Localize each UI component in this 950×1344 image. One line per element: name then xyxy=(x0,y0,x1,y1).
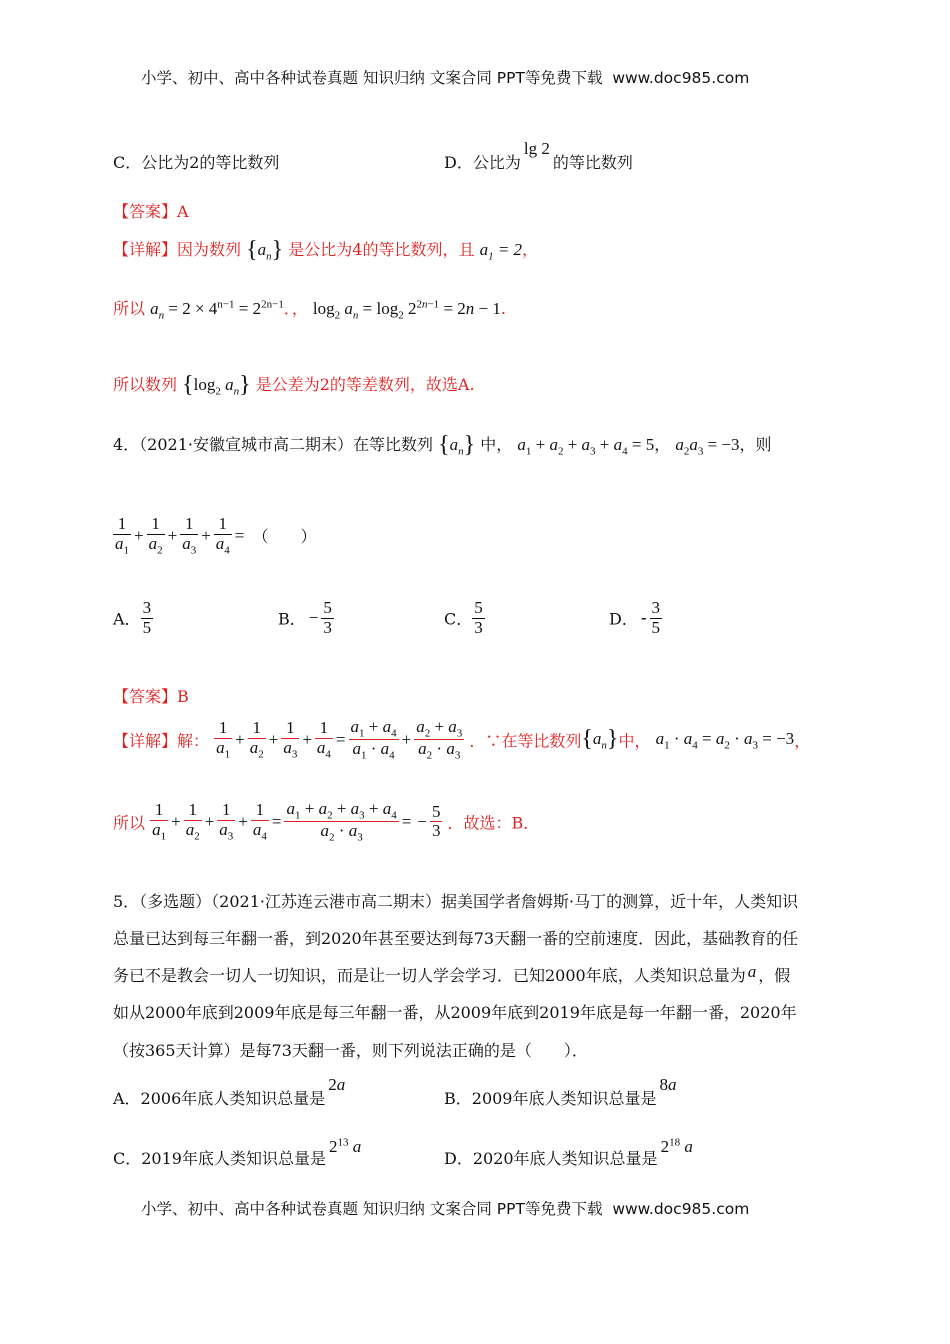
q3-detail-line1: 【详解】因为数列 $\{a_n\}$ 是公比为4的等比数列，且 $a_1 = 2$， xyxy=(113,237,539,263)
q4-sum-formula: $a_1 + a_2 + a_3 + a_4 = 5$ xyxy=(517,435,655,458)
q5-option-c-text: C．2019年底人类知识总量是 xyxy=(113,1149,326,1168)
q5-option-c-math: $2^{13}$ a xyxy=(328,1136,362,1156)
q4-stem-text3: 则 xyxy=(755,435,772,454)
q5-line1: 5．（多选题）（2021·江苏连云港市高二期末）据美国学者詹姆斯·马丁的测算，近十年，人类知识 xyxy=(113,892,799,911)
q4-detail-text4: 所以 xyxy=(113,813,146,833)
q3-detail-text1: 因为数列 xyxy=(177,240,242,259)
q5-var-a: a xyxy=(747,962,757,981)
q4-detail-label: 【详解】 xyxy=(113,731,178,751)
q5-option-b-math: 8a xyxy=(659,1075,677,1094)
q4-option-b: B． − $\frac{5}{3}$ xyxy=(278,598,332,637)
q4-detail-text3: 中， xyxy=(618,731,651,751)
q5-option-b xyxy=(444,1075,677,1109)
q5-option-a-text: A．2006年底人类知识总量是 xyxy=(113,1089,326,1108)
q5-option-d-text: D．2020年底人类知识总量是 xyxy=(444,1149,658,1168)
footer-url: www.doc985.com xyxy=(612,1200,750,1218)
q3-detail-line3 xyxy=(113,372,475,399)
q5-line4: 如从2000年底到2009年底是每三年翻一番，从2009年底到2019年底是每一年翻一番，2020年 xyxy=(113,1003,797,1022)
q4-stem-text1: 4．（2021·安徽宣城市高二期末）在等比数列 xyxy=(113,435,433,454)
q5-option-a xyxy=(113,1075,346,1109)
q3-option-d-prefix: D．公比为 xyxy=(444,153,521,172)
seq-an-formula: $\{a_n\}$ xyxy=(246,237,284,263)
an-formula: $a_n = 2 \times 4^{n-1} = 2^{2n-1}$ xyxy=(150,298,284,322)
q3-detail-text3: 所以 xyxy=(113,299,146,318)
a1-eq-2-formula: $a_1 = 2$ xyxy=(479,240,523,263)
q3-option-d xyxy=(444,139,633,173)
q4-option-d: D． - $\frac{3}{5}$ xyxy=(609,598,661,637)
q5-option-a-math: 2a xyxy=(328,1075,346,1094)
log-seq-formula: {$\log_2$ $a_n$} xyxy=(182,372,251,398)
q4-stem-text2: 中， xyxy=(480,435,513,454)
q4-option-c: C． $\frac{5}{3}$ xyxy=(444,598,483,637)
q5-line3-text: 务已不是教会一切人一切知识，而是让一切人学会学习．已知2000年底，人类知识总量为 xyxy=(113,966,746,985)
q4-seq-formula: $\{a_n\}$ xyxy=(438,432,476,458)
q4-expression: $\frac{1}{a_1}$ + $\frac{1}{a_2}$ + $\frac{1}{a_3}$ + $\frac{1}{a_4}$ = （ ） xyxy=(115,514,317,557)
q4-detail-line1: 【详解】解： $\frac{1}{a_1}$ + $\frac{1}{a_2}$ + $\frac{1}{a_3}$ + $\frac{1}{a_4}$ = $\frac{a_1 + a_4}{a_1 \cdot a_4}$ + $\frac{a_2 + a_3}{a_2 \cdot a_3}$ ．∵在等比数列$\{a_n\}$中， $a_1 \cdot a_4 = a_2 \cdot a_3 = -3$， xyxy=(113,717,811,762)
q4-detail-text5: ．故选：B． xyxy=(447,813,540,833)
q4-detail-text1: 解： xyxy=(177,731,210,751)
q4-detail-formula1: $\frac{1}{a_1}$ + $\frac{1}{a_2}$ + $\frac{1}{a_3}$ + $\frac{1}{a_4}$ = $\frac{a_1 + a_4}{a_1 \cdot a_4}$ + $\frac{a_2 + a_3}{a_2 \cdot a_3}$ xyxy=(216,717,463,762)
q4-detail-text2: ．∵在等比数列 xyxy=(469,731,582,751)
q5-option-d xyxy=(444,1136,693,1169)
header-url: www.doc985.com xyxy=(612,69,750,87)
q3-option-d-math: lg 2 xyxy=(523,139,550,158)
q5-option-d-math: $2^{18}$ a xyxy=(660,1136,693,1156)
q4-option-c-label: C． xyxy=(444,609,473,629)
header-text: 小学、初中、高中各种试卷真题 知识归纳 文案合同 PPT等免费下载 xyxy=(141,69,603,87)
q3-detail-text4: 所以数列 xyxy=(113,375,178,394)
q4-option-b-label: B． xyxy=(278,609,306,629)
page-header xyxy=(141,66,749,88)
q5-line3 xyxy=(113,963,790,986)
q4-blank: （ ） xyxy=(252,527,317,547)
q4-option-a-label: A． xyxy=(113,609,141,629)
q4-option-a: A． $\frac{3}{5}$ xyxy=(113,598,152,637)
q4-detail-seq: $\{a_n\}$ xyxy=(581,726,619,753)
q5-line5: （按365天计算）是每73天翻一番，则下列说法正确的是（ ）． xyxy=(113,1041,588,1060)
q5-line3-tail: ，假 xyxy=(758,966,791,985)
q3-detail-text2: 是公比为4的等比数列，且 xyxy=(288,240,475,259)
q3-detail-label: 【详解】 xyxy=(113,240,178,259)
q4-product-formula: $a_2a_3 = -3$ xyxy=(675,435,740,458)
q5-option-b-text: B．2009年底人类知识总量是 xyxy=(444,1089,657,1108)
q4-detail-formula2: $\frac{1}{a_1}$ + $\frac{1}{a_2}$ + $\frac{1}{a_3}$ + $\frac{1}{a_4}$ = $\frac{a_1 + a_2 + a_3 + a_4}{a_2 \cdot a_3}$ = − $\frac{5}{3}$ xyxy=(152,799,441,844)
q3-answer: 【答案】A xyxy=(113,202,189,221)
q3-detail-text5: 是公差为2的等差数列，故选A. xyxy=(255,375,475,394)
q4-detail-product: $a_1 \cdot a_4 = a_2 \cdot a_3 = -3$ xyxy=(655,728,795,752)
q3-option-d-suffix: 的等比数列 xyxy=(552,153,633,172)
q4-answer: 【答案】B xyxy=(113,687,189,706)
q4-option-d-label: D． xyxy=(609,609,638,629)
q5-option-c xyxy=(113,1136,362,1169)
q4-stem: 4．（2021·安徽宣城市高二期末）在等比数列 $\{a_n\}$ 中， $a_1 + a_2 + a_3 + a_4 = 5$， $a_2a_3 = -3$，则 xyxy=(113,432,772,458)
q4-detail-line2 xyxy=(113,800,539,844)
q5-line2: 总量已达到每三年翻一番，到2020年甚至要达到每73天翻一番的空前速度．因此，基础教育的任 xyxy=(113,929,799,948)
log-formula: $\log_2 a_n = \log_2 2^{2n-1} = 2n - 1$ xyxy=(312,298,501,322)
footer-text: 小学、初中、高中各种试卷真题 知识归纳 文案合同 PPT等免费下载 xyxy=(141,1200,603,1218)
page-footer xyxy=(141,1197,749,1219)
q3-detail-line2: 所以 $a_n = 2 \times 4^{n-1} = 2^{2n-1}$．， $\log_2 a_n = \log_2 2^{2n-1} = 2n - 1$. xyxy=(113,298,506,322)
q3-option-c: C．公比为2的等比数列 xyxy=(113,153,280,172)
